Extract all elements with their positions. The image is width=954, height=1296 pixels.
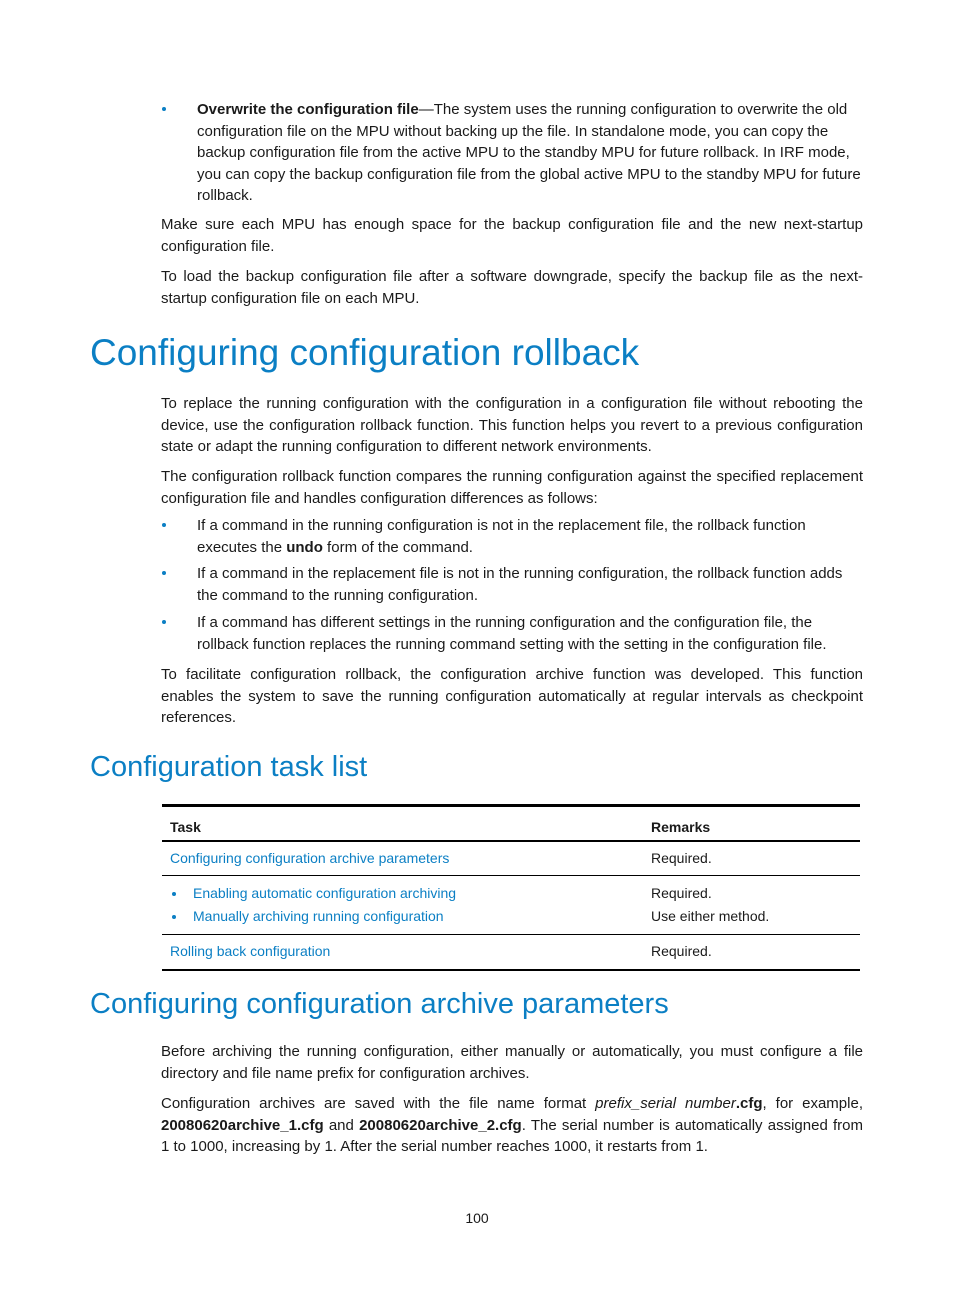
para-rollback-3: To facilitate configuration rollback, the configuration archive function was developed. This function enables the system to save the running configuration automatically at regular intervals as checkpoint references. [161, 666, 863, 726]
header-task: Task [162, 806, 643, 841]
para-archive-1: Before archiving the running configuration, either manually or automatically, you must configure a file directory and file name prefix for configuration archives. [161, 1043, 863, 1082]
table-row [162, 876, 860, 935]
link-archive-parameters[interactable]: Configuring configuration archive parameters [170, 849, 450, 866]
list-item [170, 882, 635, 905]
para-archive-2: Configuration archives are saved with the file name format prefix_serial number.cfg, for example, 20080620archive_1.cfg and 20080620archive_2.cfg. The serial number is automatically assigned from 1 to 1000, increasing by 1. After the serial number reaches 1000, it restarts from 1. [161, 1095, 863, 1155]
bullet-dot-icon [172, 915, 176, 919]
heading-archive-parameters: Configuring configuration archive parameters [90, 988, 669, 1020]
bullet-dot-icon [162, 523, 166, 527]
remark-required: Required. [651, 885, 712, 901]
bullet-dot-icon [162, 107, 166, 111]
para-space: Make sure each MPU has enough space for the backup configuration file and the new next-startup configuration file. [161, 216, 863, 255]
task-cell [162, 841, 643, 876]
bullet-dot-icon [162, 620, 166, 624]
task-cell [162, 935, 643, 970]
table-row [162, 841, 860, 876]
remark-cell [643, 876, 860, 935]
link-manual-archiving[interactable]: Manually archiving running configuration [193, 908, 444, 924]
bullet-text: If a command has different settings in the running configuration and the configuration file, the rollback function replaces the running command setting with the setting in the configuration file. [197, 614, 827, 653]
task-cell [162, 876, 643, 935]
bullet-text: Overwrite the configuration file—The system uses the running configuration to overwrite the old configuration file on the MPU without backing up the file. In standalone mode, you can copy the backup configuration file from the active MPU to the standby MPU for future rollback. In IRF mode, you can copy the backup configuration file from the global active MPU to the standby MPU for future rollback. [197, 101, 861, 204]
table-header-row [162, 806, 860, 841]
para-rollback-2: The configuration rollback function compares the running configuration against the specified replacement configuration file and handles configuration differences as follows: [161, 468, 863, 507]
heading-task-list: Configuration task list [90, 751, 368, 783]
task-table [162, 804, 860, 971]
heading-rollback: Configuring configuration rollback [90, 332, 640, 373]
list-item [170, 905, 635, 928]
remark-cell: Required. [643, 935, 860, 970]
bullet-dot-icon [162, 571, 166, 575]
page-number: 100 [465, 1210, 489, 1226]
link-automatic-archiving[interactable]: Enabling automatic configuration archiving [193, 885, 457, 901]
bullet-text: If a command in the running configuration is not in the replacement file, the rollback function executes the undo form of the command. [197, 517, 806, 556]
remark-either: Use either method. [651, 908, 770, 924]
para-load: To load the backup configuration file after a software downgrade, specify the backup file as the next-startup configuration file on each MPU. [161, 268, 863, 307]
para-rollback-1: To replace the running configuration with the configuration in a configuration file without rebooting the device, use the configuration rollback function. This function helps you revert to a previous configuration state or adapt the running configuration to different network environments. [161, 395, 863, 455]
bullet-text: If a command in the replacement file is not in the running configuration, the rollback function adds the command to the running configuration. [197, 565, 843, 604]
table-row [162, 935, 860, 970]
task-sublist [170, 882, 635, 928]
link-rolling-back[interactable]: Rolling back configuration [170, 943, 331, 959]
header-remarks: Remarks [643, 806, 860, 841]
bullet-dot-icon [172, 892, 176, 896]
remark-cell: Required. [643, 841, 860, 876]
